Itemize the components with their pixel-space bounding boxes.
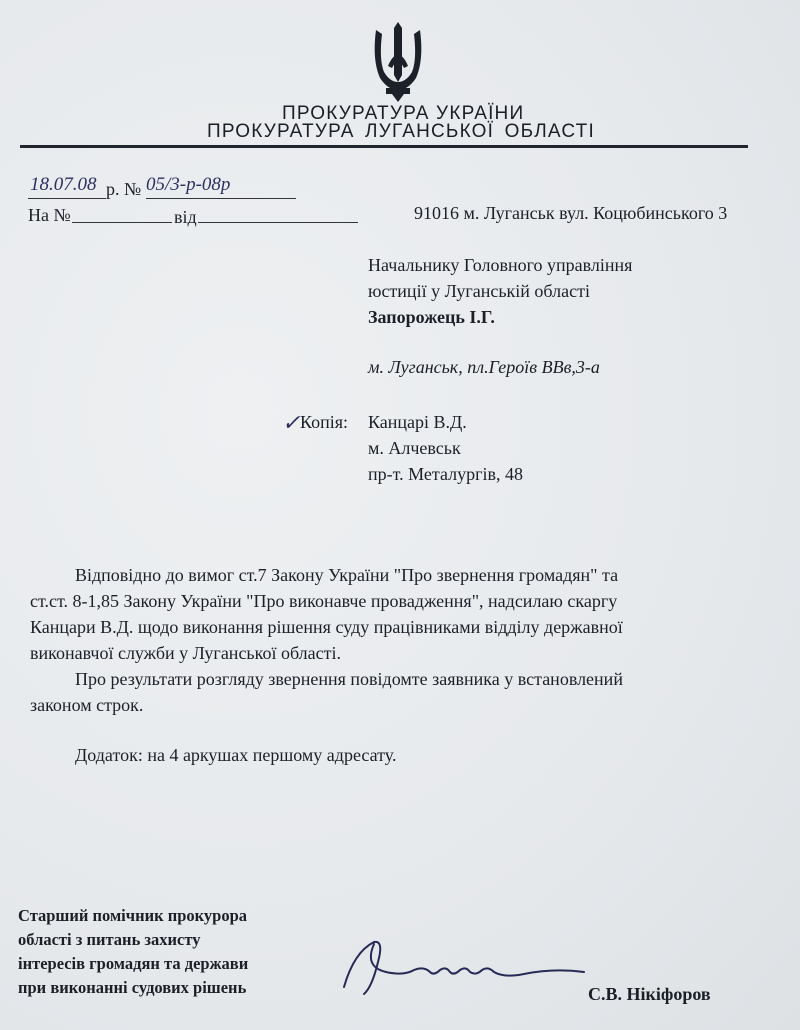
body-p1-line4: виконавчої служби у Луганської області. xyxy=(30,643,342,663)
incoming-na-label: На № xyxy=(28,205,71,225)
body-p2-line2: законом строк. xyxy=(30,695,144,715)
copy-label: Копія: xyxy=(300,412,349,432)
sender-address: 91016 м. Луганськ вул. Коцюбинського 3 xyxy=(414,203,728,223)
addressee-line1: Начальнику Головного управління xyxy=(368,255,633,275)
copy-name: Канцарі В.Д. xyxy=(368,412,467,432)
addressee-name: Запорожець І.Г. xyxy=(368,307,495,327)
outgoing-number-line xyxy=(146,198,296,199)
body-attachment: Додаток: на 4 аркушах першому адресату. xyxy=(75,745,397,765)
copy-check-mark: ✓ xyxy=(282,410,301,435)
addressee-line2: юстиції у Луганській області xyxy=(368,281,590,301)
outgoing-date-line xyxy=(28,198,106,199)
signatory-line2: області з питань захисту xyxy=(18,930,201,949)
body-p1-line2: ст.ст. 8-1,85 Закону України "Про виконавче провадження", надсилаю скаргу xyxy=(30,591,618,611)
addressee-address: м. Луганськ, пл.Героїв ВВв,3-а xyxy=(368,357,600,377)
handwritten-signature-icon xyxy=(334,932,594,1002)
copy-street: пр-т. Металургів, 48 xyxy=(368,464,523,484)
signatory-title xyxy=(18,904,248,1000)
body-p2-line1: Про результати розгляду звернення повідомте заявника у встановлений xyxy=(75,669,623,689)
body-p1-line1: Відповідно до вимог ст.7 Закону України "Про звернення громадян" та xyxy=(75,565,619,585)
header-divider xyxy=(20,145,748,148)
outgoing-date: 18.07.08 xyxy=(30,174,97,195)
copy-city: м. Алчевськ xyxy=(368,438,461,458)
outgoing-reference xyxy=(28,174,368,204)
incoming-number-line xyxy=(72,222,172,223)
body-p1-line3: Канцари В.Д. щодо виконання рішення суду працівниками відділу державної xyxy=(30,617,623,637)
signatory-name: С.В. Нікіфоров xyxy=(588,984,711,1004)
signatory-line3: інтересів громадян та держави xyxy=(18,954,249,973)
signatory-line4: при виконанні судових рішень xyxy=(18,978,247,997)
outgoing-date-suffix: р. xyxy=(106,179,120,199)
signatory-line1: Старший помічник прокурора xyxy=(18,906,248,925)
trident-emblem-icon xyxy=(368,20,428,102)
header-title-line2: ПРОКУРАТУРА ЛУГАНСЬКОЇ ОБЛАСТІ xyxy=(207,121,595,142)
incoming-vid-label: від xyxy=(174,207,197,227)
outgoing-number-prefix: № xyxy=(124,179,142,199)
outgoing-number: 05/3-р-08р xyxy=(146,174,231,195)
incoming-date-line xyxy=(198,222,358,223)
header-title-line1: ПРОКУРАТУРА УКРАЇНИ xyxy=(282,103,525,124)
